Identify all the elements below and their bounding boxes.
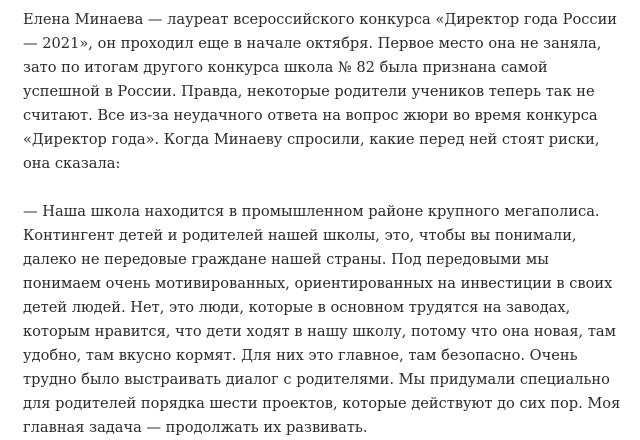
article-body bbox=[23, 8, 627, 440]
article-paragraph-quote: — Наша школа находится в промышленном районе крупного мегаполиса. Контингент детей и родителей нашей школы, это, чтобы вы понимали, далеко не передовые граждане нашей страны. Под передовыми мы понимаем очень мотивированных, ориентированных на инвестиции в своих детей людей. Нет, это люди, которые в основном трудятся на заводах, которым нравится, что дети ходят в нашу школу, потому что она новая, там удобно, там вкусно кормят. Для них это главное, там безопасно. Очень трудно было выстраивать диалог с родителями. Мы придумали специально для родителей порядка шести проектов, которые действуют до сих пор. Моя главная задача — продолжать их развивать. bbox=[23, 203, 621, 436]
article-paragraph-intro: Елена Минаева — лауреат всероссийского конкурса «Директор года России — 2021», он проходил еще в начале октября. Первое место она не заняла, зато по итогам другого конкурса школа № 82 была признана самой успешной в России. Правда, некоторые родители учеников теперь так не считают. Все из-за неудачного ответа на вопрос жюри во время конкурса «Директор года». Когда Минаеву спросили, какие перед ней стоят риски, она сказала: bbox=[23, 11, 618, 172]
